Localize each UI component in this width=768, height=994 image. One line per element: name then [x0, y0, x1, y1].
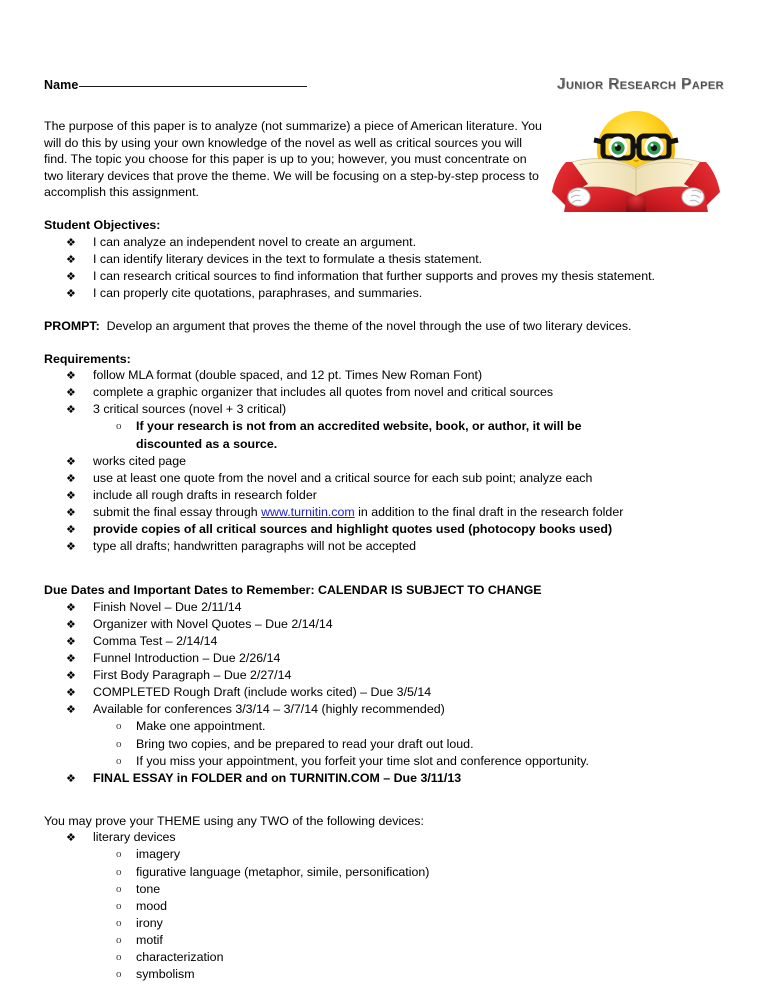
circle-bullet-icon: o: [116, 865, 122, 878]
list-item: [44, 251, 724, 268]
list-item: [44, 487, 724, 504]
name-blank-rule[interactable]: [79, 86, 307, 87]
requirements-section: [44, 351, 724, 556]
due-date-text: Organizer with Novel Quotes – Due 2/14/14: [93, 616, 333, 631]
diamond-bullet-icon: ❖: [66, 505, 76, 519]
list-item: [44, 418, 724, 452]
diamond-bullet-icon: ❖: [66, 235, 76, 249]
requirement-text: use at least one quote from the novel and a critical source for each sub point; analyze each: [93, 470, 593, 485]
diamond-bullet-icon: ❖: [66, 669, 76, 683]
objectives-list: [44, 234, 724, 302]
final-essay-text: FINAL ESSAY in FOLDER and on TURNITIN.COM – Due 3/11/13: [93, 770, 462, 785]
list-item: [44, 736, 724, 753]
list-item: [44, 881, 724, 898]
diamond-bullet-icon: ❖: [66, 269, 76, 283]
list-item: [44, 753, 724, 770]
device-text: imagery: [136, 847, 181, 862]
intro-paragraph: The purpose of this paper is to analyze (not summarize) a piece of American literature. You will do this by using your own knowledge of the novel as well as critical sources you will find. The topic you choose for this paper is up to you; however, you must concentrate on two literary devices that prove the theme. We will be focusing on a step-by-step process to accomplish this assignment.: [44, 119, 542, 200]
list-item: [44, 949, 724, 966]
circle-bullet-icon: o: [116, 848, 122, 861]
list-item: [44, 538, 724, 555]
device-text: figurative language (metaphor, simile, personification): [136, 864, 430, 879]
circle-bullet-icon: o: [116, 899, 122, 912]
diamond-bullet-icon: ❖: [66, 652, 76, 666]
due-date-text: Finish Novel – Due 2/11/14: [93, 599, 242, 614]
device-text: tone: [136, 881, 161, 896]
document-body: [44, 78, 724, 983]
list-item: [44, 367, 724, 384]
circle-bullet-icon: o: [116, 754, 122, 767]
requirement-text: provide copies of all critical sources and highlight quotes used (photocopy books used): [93, 521, 613, 536]
diamond-bullet-icon: ❖: [66, 540, 76, 554]
diamond-bullet-icon: ❖: [66, 600, 76, 614]
device-text: irony: [136, 915, 163, 930]
due-date-text: Comma Test – 2/14/14: [93, 633, 218, 648]
conference-note: If you miss your appointment, you forfeit your time slot and conference opportunity.: [136, 753, 589, 768]
list-item: [44, 966, 724, 983]
devices-category-list: [44, 829, 724, 846]
circle-bullet-icon: o: [116, 968, 122, 981]
list-item: [44, 718, 724, 735]
list-item: [44, 915, 724, 932]
list-item: [44, 701, 724, 718]
requirement-text: type all drafts; handwritten paragraphs will not be accepted: [93, 539, 417, 554]
diamond-bullet-icon: ❖: [66, 522, 76, 536]
device-text: characterization: [136, 950, 224, 965]
requirement-text: complete a graphic organizer that includes all quotes from novel and critical sources: [93, 385, 554, 400]
due-dates-section: [44, 582, 724, 787]
due-dates-heading: Due Dates and Important Dates to Remember: CALENDAR IS SUBJECT TO CHANGE: [44, 583, 542, 598]
list-item: [44, 770, 724, 787]
prompt-line: [44, 318, 724, 335]
objectives-heading: Student Objectives:: [44, 217, 161, 232]
diamond-bullet-icon: ❖: [66, 634, 76, 648]
requirements-heading: Requirements:: [44, 351, 131, 366]
diamond-bullet-icon: ❖: [66, 771, 76, 785]
list-item: [44, 829, 724, 846]
list-item: [44, 650, 724, 667]
devices-category-label: literary devices: [93, 830, 176, 845]
diamond-bullet-icon: ❖: [66, 471, 76, 485]
final-essay-list: [44, 770, 724, 787]
due-date-text: First Body Paragraph – Due 2/27/14: [93, 668, 292, 683]
list-item: [44, 268, 724, 285]
diamond-bullet-icon: ❖: [66, 386, 76, 400]
list-item: [44, 285, 724, 302]
prompt-label: PROMPT:: [44, 318, 100, 333]
circle-bullet-icon: o: [116, 420, 122, 433]
diamond-bullet-icon: ❖: [66, 403, 76, 417]
accredited-source-note: If your research is not from an accredited website, book, or author, it will be discounted as a source.: [136, 419, 582, 451]
name-field-line: [44, 78, 307, 92]
diamond-bullet-icon: ❖: [66, 369, 76, 383]
list-item: [44, 846, 724, 863]
device-text: mood: [136, 898, 167, 913]
intro-block: [44, 118, 724, 201]
requirements-list-continued: [44, 453, 724, 556]
list-item: [44, 599, 724, 616]
conference-note: Make one appointment.: [136, 719, 266, 734]
document-header: [44, 78, 724, 100]
list-item: [44, 864, 724, 881]
requirement-text: include all rough drafts in research folder: [93, 487, 317, 502]
list-item: [44, 453, 724, 470]
list-item: [44, 898, 724, 915]
objective-text: I can properly cite quotations, paraphrases, and summaries.: [93, 285, 423, 300]
diamond-bullet-icon: ❖: [66, 703, 76, 717]
list-item: [44, 684, 724, 701]
diamond-bullet-icon: ❖: [66, 454, 76, 468]
circle-bullet-icon: o: [116, 933, 122, 946]
conference-notes-list: [44, 718, 724, 769]
objectives-section: [44, 217, 724, 302]
due-dates-list: [44, 599, 724, 719]
requirement-text: works cited page: [93, 453, 186, 468]
requirement-text: 3 critical sources (novel + 3 critical): [93, 402, 287, 417]
name-label: Name: [44, 78, 79, 92]
circle-bullet-icon: o: [116, 882, 122, 895]
list-item: [44, 616, 724, 633]
objective-text: I can research critical sources to find information that further supports and proves my thesis statement.: [93, 268, 655, 283]
due-date-text: Funnel Introduction – Due 2/26/14: [93, 651, 281, 666]
list-item: [44, 667, 724, 684]
turnitin-suffix: in addition to the final draft in the research folder: [354, 504, 624, 519]
device-text: symbolism: [136, 967, 195, 982]
turnitin-link[interactable]: www.turnitin.com: [261, 504, 355, 519]
page-title: Junior Research Paper: [557, 76, 724, 93]
list-item: [44, 470, 724, 487]
list-item: [44, 384, 724, 401]
list-item: [44, 521, 724, 538]
diamond-bullet-icon: ❖: [66, 488, 76, 502]
diamond-bullet-icon: ❖: [66, 286, 76, 300]
circle-bullet-icon: o: [116, 720, 122, 733]
diamond-bullet-icon: ❖: [66, 831, 76, 845]
diamond-bullet-icon: ❖: [66, 617, 76, 631]
due-date-text: Available for conferences 3/3/14 – 3/7/14 (highly recommended): [93, 702, 445, 717]
list-item: [44, 633, 724, 650]
circle-bullet-icon: o: [116, 951, 122, 964]
due-date-text: COMPLETED Rough Draft (include works cited) – Due 3/5/14: [93, 685, 432, 700]
objective-text: I can identify literary devices in the text to formulate a thesis statement.: [93, 251, 483, 266]
requirement-text: follow MLA format (double spaced, and 12 pt. Times New Roman Font): [93, 368, 483, 383]
list-item: [44, 932, 724, 949]
device-text: motif: [136, 932, 163, 947]
diamond-bullet-icon: ❖: [66, 686, 76, 700]
circle-bullet-icon: o: [116, 737, 122, 750]
objective-text: I can analyze an independent novel to create an argument.: [93, 234, 417, 249]
prompt-text: Develop an argument that proves the theme of the novel through the use of two literary devices.: [106, 318, 632, 333]
list-item: [44, 234, 724, 251]
diamond-bullet-icon: ❖: [66, 252, 76, 266]
circle-bullet-icon: o: [116, 916, 122, 929]
list-item: [44, 504, 724, 521]
devices-section: [44, 813, 724, 983]
requirements-list: [44, 367, 724, 418]
turnitin-prefix: submit the final essay through: [93, 504, 262, 519]
conference-note: Bring two copies, and be prepared to read your draft out loud.: [136, 736, 474, 751]
devices-intro: You may prove your THEME using any TWO of the following devices:: [44, 813, 424, 828]
devices-list: [44, 846, 724, 983]
list-item: [44, 401, 724, 418]
requirements-sublist: [44, 418, 724, 452]
